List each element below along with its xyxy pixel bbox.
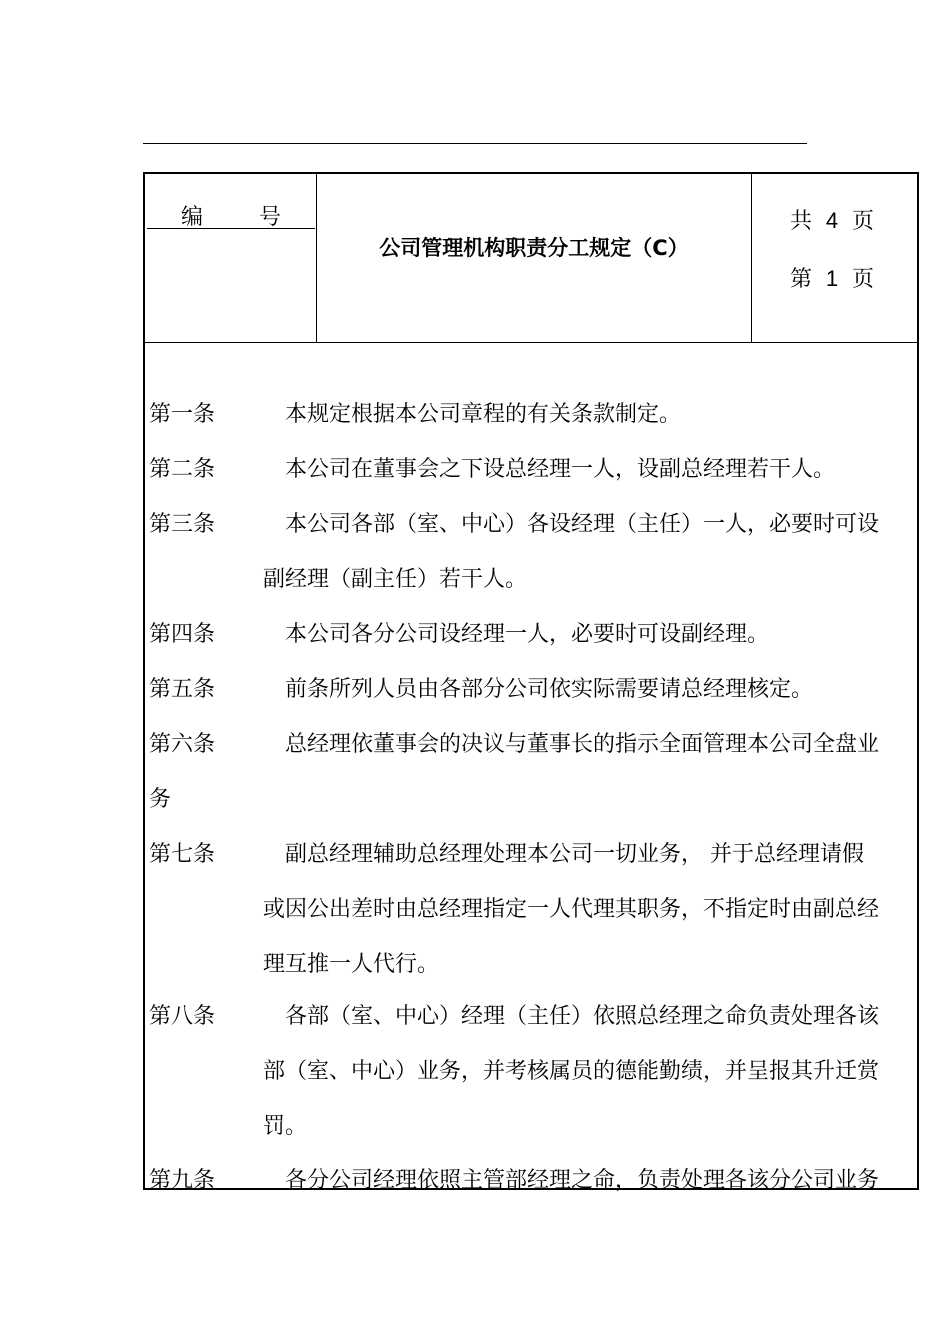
total-pages-prefix: 共 (790, 209, 813, 234)
current-page-number: 1 (825, 266, 839, 291)
document-title: 公司管理机构职责分工规定（C） (379, 236, 689, 260)
article-text: 各分公司经理依照主管部经理之命，负责处理各该分公司业务 (285, 1168, 880, 1193)
article-8-continuation-1: 部（室、中心）业务，并考核属员的德能勤绩，并呈报其升迁赏 (263, 1059, 880, 1084)
article-7-continuation-2: 理互推一人代行。 (263, 952, 440, 977)
article-label: 第一条 (149, 402, 216, 427)
article-label: 第九条 (149, 1168, 216, 1193)
total-pages-number: 4 (825, 208, 839, 233)
article-text: 前条所列人员由各部分公司依实际需要请总经理核定。 (285, 677, 814, 702)
code-label (147, 200, 315, 229)
article-label: 第六条 (149, 732, 216, 757)
current-page-suffix: 页 (852, 267, 875, 292)
total-pages-suffix: 页 (852, 209, 875, 234)
article-6 (149, 727, 879, 758)
document-header (145, 174, 917, 343)
article-label: 第四条 (149, 622, 216, 647)
current-page-prefix: 第 (790, 267, 813, 292)
article-5 (149, 672, 813, 703)
article-text: 本规定根据本公司章程的有关条款制定。 (285, 402, 682, 427)
article-label: 第二条 (149, 457, 216, 482)
article-text: 各部（室、中心）经理（主任）依照总经理之命负责处理各该 (285, 1004, 880, 1029)
article-label: 第五条 (149, 677, 216, 702)
article-label: 第七条 (149, 842, 216, 867)
article-label: 第三条 (149, 512, 216, 537)
article-7-continuation-1: 或因公出差时由总经理指定一人代理其职务，不指定时由副总经 (263, 897, 880, 922)
article-2 (149, 452, 835, 483)
article-text: 本公司各分公司设经理一人，必要时可设副经理。 (285, 622, 770, 647)
article-8-continuation-2: 罚。 (263, 1114, 308, 1139)
code-label-char-2: 号 (259, 205, 282, 230)
article-1 (149, 397, 681, 428)
top-rule (143, 143, 807, 144)
article-text: 副总经理辅助总经理处理本公司一切业务， 并于总经理请假 (285, 842, 864, 867)
article-9 (149, 1163, 879, 1194)
article-3 (149, 507, 879, 538)
total-pages (790, 204, 874, 235)
article-text: 总经理依董事会的决议与董事长的指示全面管理本公司全盘业 (285, 732, 880, 757)
code-cell (145, 174, 317, 342)
article-7 (149, 837, 864, 868)
article-label: 第八条 (149, 1004, 216, 1029)
code-label-char-1: 编 (180, 205, 203, 230)
article-4 (149, 617, 769, 648)
article-text: 本公司在董事会之下设总经理一人，设副总经理若干人。 (285, 457, 836, 482)
article-8 (149, 999, 879, 1030)
document-frame (143, 172, 919, 1193)
article-3-continuation: 副经理（副主任）若干人。 (263, 567, 528, 592)
page-info-cell (751, 174, 919, 342)
current-page (790, 262, 874, 293)
article-text: 本公司各部（室、中心）各设经理（主任）一人，必要时可设 (285, 512, 880, 537)
article-6-continuation: 务 (149, 787, 172, 812)
